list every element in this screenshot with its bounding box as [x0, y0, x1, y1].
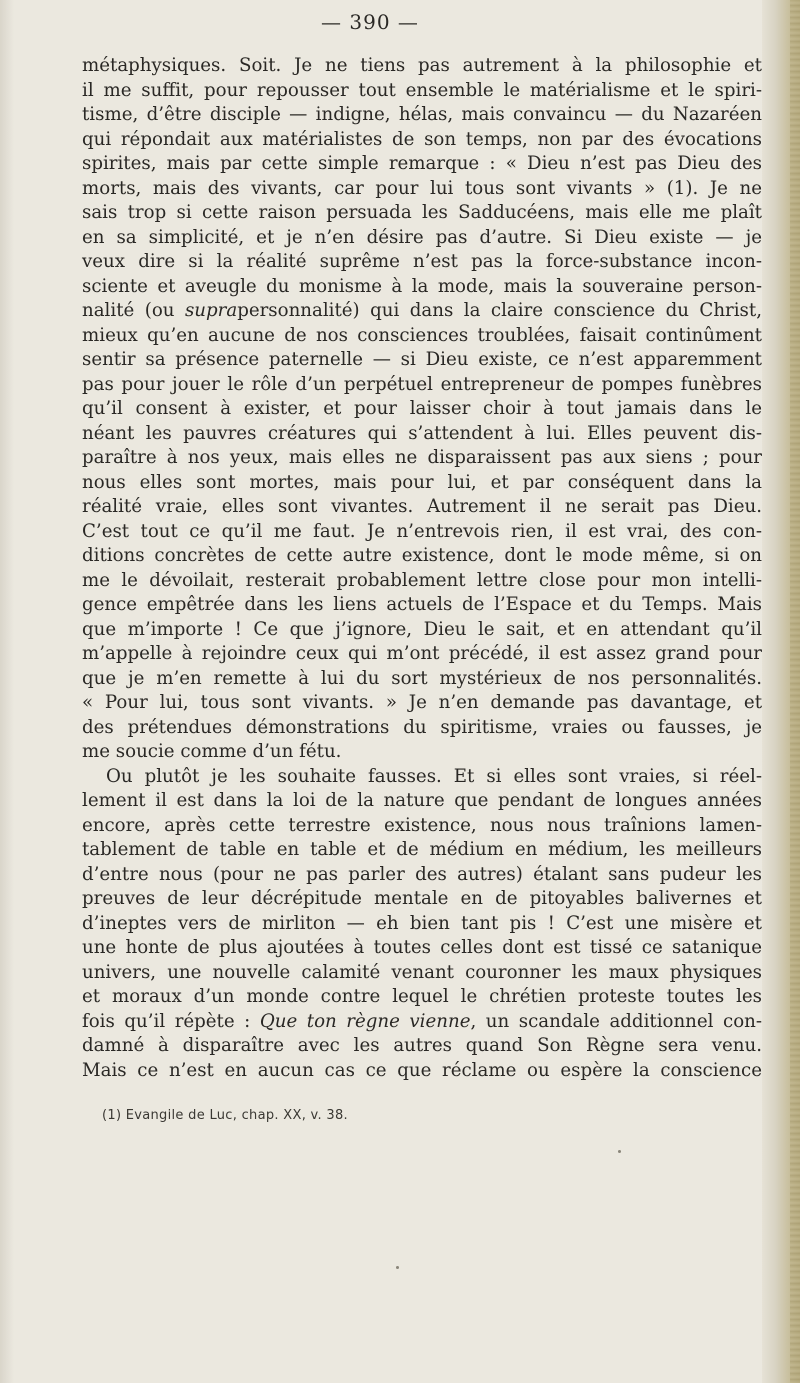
text-line: que m’importe ! Ce que j’ignore, Dieu le sait, et en attendant qu’il	[82, 618, 762, 640]
text-line: que je m’en remette à lui du sort mystérieux de nos personnalités.	[82, 667, 762, 689]
page-gutter-shadow	[0, 0, 14, 1383]
text-line: tisme, d’être disciple — indigne, hélas, mais convaincu — du Nazaréen	[82, 104, 762, 125]
text-line: en sa simplicité, et je n’en désire pas d’autre. Si Dieu existe — je	[82, 226, 762, 248]
text-line: fois qu’il répète : Que ton règne vienne, un scandale additionnel con-	[82, 1010, 763, 1032]
speck-mark	[618, 1150, 621, 1153]
text-line: C’est tout ce qu’il me faut. Je n’entrevois rien, il est vrai, des con-	[82, 520, 762, 542]
text-line: nalité (ou suprapersonnalité) qui dans la claire conscience du Christ,	[82, 300, 762, 321]
text-line: veux dire si la réalité suprême n’est pas la force-substance incon-	[82, 251, 762, 272]
text-line: réalité vraie, elles sont vivantes. Autrement il ne serait pas Dieu.	[82, 496, 762, 517]
text-line: m’appelle à rejoindre ceux qui m’ont précédé, il est assez grand pour	[82, 643, 762, 664]
text-line: spirites, mais par cette simple remarque : « Dieu n’est pas Dieu des	[82, 153, 762, 174]
text-line: paraître à nos yeux, mais elles ne disparaissent pas aux siens ; pour	[82, 447, 762, 468]
text-line: métaphysiques. Soit. Je ne tiens pas autrement à la philosophie et	[82, 55, 762, 76]
text-line: univers, une nouvelle calamité venant couronner les maux physiques	[82, 961, 762, 983]
text-line: sais trop si cette raison persuada les Sadducéens, mais elle me plaît	[82, 202, 762, 223]
text-line: il me suffit, pour repousser tout ensemble le matérialisme et le spiri-	[82, 79, 762, 101]
text-line: me soucie comme d’un fétu.	[82, 741, 342, 762]
text-line: pas pour jouer le rôle d’un perpétuel entrepreneur de pompes funèbres	[82, 373, 762, 395]
text-line: et moraux d’un monde contre lequel le chrétien proteste toutes les	[82, 986, 762, 1007]
text-line: mieux qu’en aucune de nos consciences troublées, faisait continûment	[82, 324, 762, 346]
text-line: ditions concrètes de cette autre existence, dont le mode même, si on	[82, 545, 762, 566]
speck-mark	[396, 1266, 399, 1269]
text-line: d’entre nous (pour ne pas parler des autres) étalant sans pudeur les	[82, 863, 762, 885]
text-line: des prétendues démonstrations du spiritisme, vraies ou fausses, je	[82, 716, 762, 738]
text-line: une honte de plus ajoutées à toutes celles dont est tissé ce satanique	[82, 937, 762, 958]
text-line: qu’il consent à exister, et pour laisser choir à tout jamais dans le	[82, 398, 762, 419]
text-line: néant les pauvres créatures qui s’attendent à lui. Elles peuvent dis-	[82, 422, 762, 444]
footnote: (1) Evangile de Luc, chap. XX, v. 38.	[102, 1108, 348, 1123]
text-line: me le dévoilait, resterait probablement lettre close pour mon intelli-	[82, 569, 762, 591]
text-line: Mais ce n’est en aucun cas ce que réclame ou espère la conscience	[82, 1059, 762, 1081]
text-line: gence empêtrée dans les liens actuels de l’Espace et du Temps. Mais	[82, 594, 762, 615]
body-text	[82, 54, 762, 1083]
text-line: damné à disparaître avec les autres quand Son Règne sera venu.	[82, 1035, 762, 1056]
text-line: encore, après cette terrestre existence, nous nous traînions lamen-	[82, 814, 762, 836]
text-line: sentir sa présence paternelle — si Dieu existe, ce n’est apparemment	[82, 349, 762, 370]
text-line: morts, mais des vivants, car pour lui tous sont vivants » (1). Je ne	[82, 177, 762, 199]
text-line: sciente et aveugle du monisme à la mode, mais la souveraine person-	[82, 275, 762, 297]
text-line: preuves de leur décrépitude mentale en de pitoyables balivernes et	[82, 888, 762, 909]
text-line: nous elles sont mortes, mais pour lui, et par conséquent dans la	[82, 471, 762, 493]
text-line: lement il est dans la loi de la nature que pendant de longues années	[82, 790, 762, 811]
text-line: d’ineptes vers de mirliton — eh bien tant pis ! C’est une misère et	[82, 912, 762, 934]
page-number: — 390 —	[321, 10, 419, 34]
text-line: Ou plutôt je les souhaite fausses. Et si elles sont vraies, si réel-	[106, 765, 762, 787]
text-line: « Pour lui, tous sont vivants. » Je n’en demande pas davantage, et	[82, 692, 762, 713]
page-edge-texture	[790, 0, 800, 1383]
text-line: qui répondait aux matérialistes de son temps, non par des évocations	[82, 128, 762, 150]
text-line: tablement de table en table et de médium en médium, les meilleurs	[82, 839, 762, 860]
